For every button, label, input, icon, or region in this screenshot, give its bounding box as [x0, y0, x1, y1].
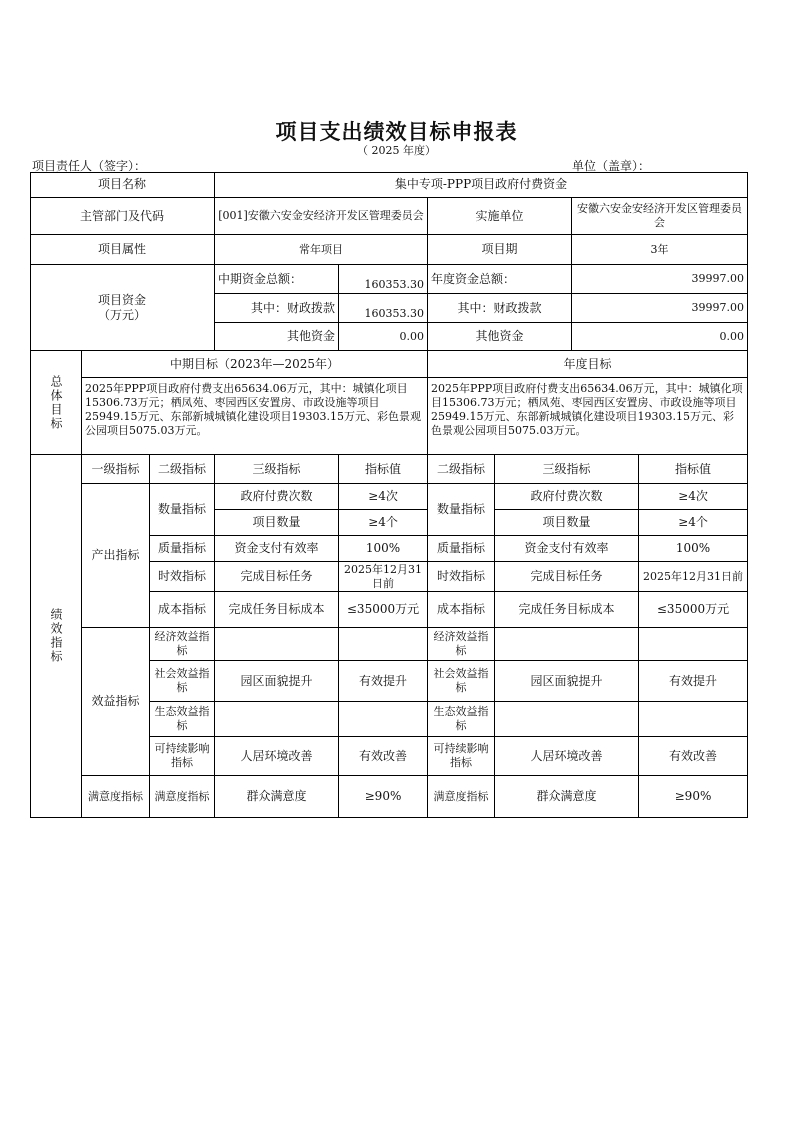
- indicator-value-right: 2025年12月31日前: [639, 562, 748, 592]
- annual-goal-text: 2025年PPP项目政府付费支出65634.06万元，其中：城镇化项目15306.73万元；栖凤苑、枣园西区安置房、市政设施等项目25949.15万元、东部新城城镇化建设项目19303.15万元、彩色景观公园项目5075.03万元。: [428, 378, 748, 455]
- level2-satisfaction-left: 满意度指标: [150, 776, 215, 818]
- indicator-value-right: ≥90%: [639, 776, 748, 818]
- header-level2-right: 二级指标: [428, 455, 495, 484]
- level2-quality-right: 质量指标: [428, 536, 495, 562]
- mid-goal-text: 2025年PPP项目政府付费支出65634.06万元，其中：城镇化项目15306.73万元；栖凤苑、枣园西区安置房、市政设施等项目25949.15万元、东部新城城镇化建设项目19303.15万元、彩色景观公园项目5075.03万元。: [82, 378, 428, 455]
- level3-indicator-right: 项目数量: [495, 510, 639, 536]
- mid-total-value: 160353.30: [339, 265, 428, 294]
- indicator-value-left: [339, 628, 428, 661]
- level2-economic-right: 经济效益指标: [428, 628, 495, 661]
- level3-indicator-right: 资金支付有效率: [495, 536, 639, 562]
- level1-benefit: 效益指标: [82, 628, 150, 776]
- indicator-value-right: ≥4个: [639, 510, 748, 536]
- level2-economic-left: 经济效益指标: [150, 628, 215, 661]
- annual-other-value: 0.00: [572, 323, 748, 351]
- level1-output: 产出指标: [82, 484, 150, 628]
- impl-unit-label: 实施单位: [428, 198, 572, 235]
- level2-social-left: 社会效益指标: [150, 661, 215, 702]
- period-value: 3年: [572, 235, 748, 265]
- annual-fiscal-label: 其中：财政拨款: [428, 294, 572, 323]
- annual-total-value: 39997.00: [572, 265, 748, 294]
- header-level1: 一级指标: [82, 455, 150, 484]
- indicator-value-right: [639, 628, 748, 661]
- project-name-value: 集中专项-PPP项目政府付费资金: [215, 172, 748, 198]
- level2-ecological-right: 生态效益指标: [428, 702, 495, 737]
- level3-indicator-left: 项目数量: [215, 510, 339, 536]
- level3-indicator-left: 资金支付有效率: [215, 536, 339, 562]
- level3-indicator-left: 群众满意度: [215, 776, 339, 818]
- indicator-value-left: 2025年12月31日前: [339, 562, 428, 592]
- level3-indicator-right: [495, 702, 639, 737]
- level3-indicator-left: 园区面貌提升: [215, 661, 339, 702]
- mid-total-label: 中期资金总额：: [215, 265, 339, 294]
- header-value-left: 指标值: [339, 455, 428, 484]
- performance-section-label: [30, 455, 82, 818]
- level2-cost-right: 成本指标: [428, 592, 495, 628]
- level3-indicator-right: 完成目标任务: [495, 562, 639, 592]
- mid-fiscal-value: 160353.30: [339, 294, 428, 323]
- level2-sustainable-left: 可持续影响指标: [150, 737, 215, 776]
- page-title: 项目支出绩效目标申报表: [275, 120, 518, 144]
- annual-fiscal-value: 39997.00: [572, 294, 748, 323]
- level3-indicator-left: 完成任务目标成本: [215, 592, 339, 628]
- funds-label-line1: 项目资金: [97, 292, 146, 307]
- indicator-value-left: [339, 702, 428, 737]
- annual-goal-header: 年度目标: [428, 351, 748, 378]
- header-level3-left: 三级指标: [215, 455, 339, 484]
- level1-satisfaction: 满意度指标: [82, 776, 150, 818]
- impl-unit-value: 安徽六安金安经济开发区管理委员会: [572, 198, 748, 235]
- performance-section-label-text: 绩效指标: [49, 608, 63, 664]
- indicator-value-left: 100%: [339, 536, 428, 562]
- annual-total-label: 年度资金总额：: [428, 265, 572, 294]
- indicator-value-left: ≥4次: [339, 484, 428, 510]
- level3-indicator-right: 人居环境改善: [495, 737, 639, 776]
- annual-other-label: 其他资金: [428, 323, 572, 351]
- header-level3-right: 三级指标: [495, 455, 639, 484]
- indicator-value-right: ≥4次: [639, 484, 748, 510]
- level3-indicator-left: 完成目标任务: [215, 562, 339, 592]
- mid-goal-header: 中期目标（2023年—2025年）: [82, 351, 428, 378]
- indicator-value-left: 有效提升: [339, 661, 428, 702]
- year-label: （ 2025 年度）: [357, 144, 436, 157]
- level2-quality-left: 质量指标: [150, 536, 215, 562]
- attr-value: 常年项目: [215, 235, 428, 265]
- level3-indicator-right: [495, 628, 639, 661]
- level2-quantity-left: 数量指标: [150, 484, 215, 536]
- mid-other-label: 其他资金: [215, 323, 339, 351]
- level3-indicator-right: 群众满意度: [495, 776, 639, 818]
- level2-timeliness-right: 时效指标: [428, 562, 495, 592]
- overall-goal-label-text: 总体目标: [49, 374, 63, 431]
- level2-satisfaction-right: 满意度指标: [428, 776, 495, 818]
- dept-value: [001]安徽六安金安经济开发区管理委员会: [215, 198, 428, 235]
- indicator-value-left: ≥90%: [339, 776, 428, 818]
- level2-timeliness-left: 时效指标: [150, 562, 215, 592]
- level2-sustainable-right: 可持续影响指标: [428, 737, 495, 776]
- indicator-value-left: ≤35000万元: [339, 592, 428, 628]
- attr-label: 项目属性: [30, 235, 215, 265]
- overall-goal-label: [30, 351, 82, 455]
- responsible-person-label: 项目责任人（签字）：: [32, 159, 147, 173]
- period-label: 项目期: [428, 235, 572, 265]
- unit-seal-label: 单位（盖章）：: [572, 159, 651, 173]
- project-name-label: 项目名称: [30, 172, 215, 198]
- level2-ecological-left: 生态效益指标: [150, 702, 215, 737]
- indicator-value-left: ≥4个: [339, 510, 428, 536]
- level3-indicator-left: 人居环境改善: [215, 737, 339, 776]
- funds-label-line2: （万元）: [97, 307, 146, 322]
- header-level2-left: 二级指标: [150, 455, 215, 484]
- indicator-value-right: 100%: [639, 536, 748, 562]
- level3-indicator-right: 完成任务目标成本: [495, 592, 639, 628]
- level3-indicator-left: [215, 628, 339, 661]
- indicator-value-right: [639, 702, 748, 737]
- indicator-value-right: 有效改善: [639, 737, 748, 776]
- indicator-value-left: 有效改善: [339, 737, 428, 776]
- level2-cost-left: 成本指标: [150, 592, 215, 628]
- level2-quantity-right: 数量指标: [428, 484, 495, 536]
- funds-label: [30, 265, 215, 351]
- level3-indicator-left: [215, 702, 339, 737]
- indicator-value-right: 有效提升: [639, 661, 748, 702]
- level3-indicator-right: 园区面貌提升: [495, 661, 639, 702]
- dept-label: 主管部门及代码: [30, 198, 215, 235]
- level3-indicator-left: 政府付费次数: [215, 484, 339, 510]
- mid-other-value: 0.00: [339, 323, 428, 351]
- level2-social-right: 社会效益指标: [428, 661, 495, 702]
- header-value-right: 指标值: [639, 455, 748, 484]
- mid-fiscal-label: 其中：财政拨款: [215, 294, 339, 323]
- indicator-value-right: ≤35000万元: [639, 592, 748, 628]
- level3-indicator-right: 政府付费次数: [495, 484, 639, 510]
